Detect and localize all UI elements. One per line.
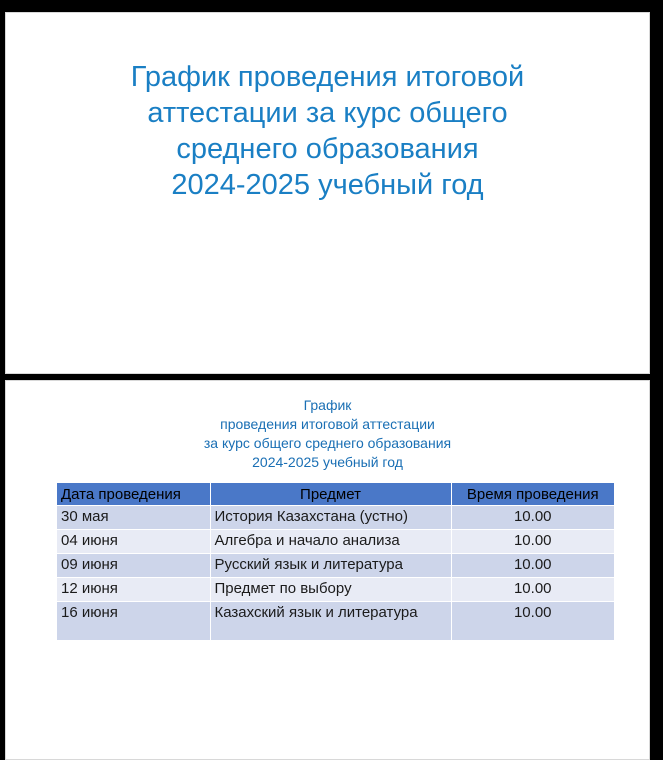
schedule-title-line-1: График: [303, 397, 352, 413]
cell-subject: Алгебра и начало анализа: [210, 530, 451, 554]
table-row: [57, 578, 614, 602]
header-subject: Предмет: [210, 483, 451, 506]
cell-subject: История Казахстана (устно): [210, 506, 451, 530]
schedule-table: [57, 483, 614, 640]
cell-date: 30 мая: [57, 506, 210, 530]
header-time: Время проведения: [451, 483, 614, 506]
schedule-title-line-4: 2024-2025 учебный год: [252, 454, 403, 470]
cell-subject: Предмет по выбору: [210, 578, 451, 602]
cell-time: 10.00: [451, 578, 614, 602]
cell-time: 10.00: [451, 530, 614, 554]
main-title-line-3: среднего образования: [176, 133, 479, 165]
cell-time: 10.00: [451, 554, 614, 578]
main-title-line-4: 2024-2025 учебный год: [171, 169, 484, 201]
slide-title: [5, 12, 650, 374]
cell-date: 04 июня: [57, 530, 210, 554]
cell-date: 09 июня: [57, 554, 210, 578]
table-header-row: [57, 483, 614, 506]
slide-schedule: [5, 380, 650, 760]
schedule-title-line-3: за курс общего среднего образования: [203, 435, 452, 451]
cell-date: 12 июня: [57, 578, 210, 602]
main-title: [6, 59, 649, 203]
header-date: Дата проведения: [57, 483, 210, 506]
cell-date: 16 июня: [57, 602, 210, 641]
cell-time: 10.00: [451, 506, 614, 530]
schedule-title-line-2: проведения итоговой аттестации: [220, 416, 435, 432]
table-row: [57, 602, 614, 641]
table-row: [57, 530, 614, 554]
table-row: [57, 554, 614, 578]
cell-subject: Русский язык и литература: [210, 554, 451, 578]
cell-time: 10.00: [451, 602, 614, 641]
main-title-line-1: График проведения итоговой: [130, 61, 525, 93]
schedule-title: [6, 396, 649, 472]
table-row: [57, 506, 614, 530]
main-title-line-2: аттестации за курс общего: [147, 97, 508, 129]
cell-subject: Казахский язык и литература: [210, 602, 451, 641]
